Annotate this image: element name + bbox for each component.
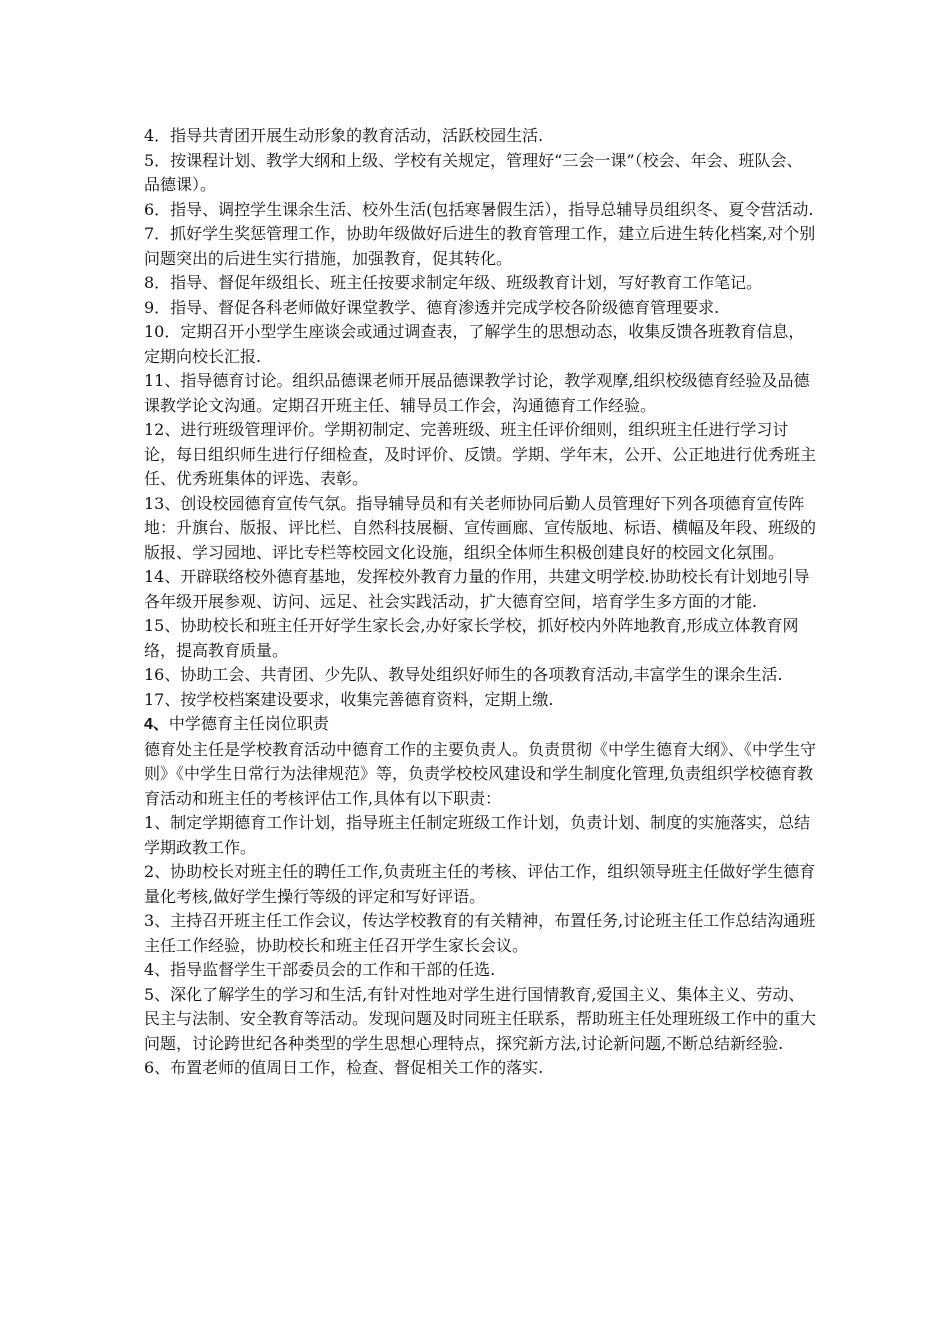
section-intro: 德育处主任是学校教育活动中德育工作的主要负责人。负责贯彻《中学生德育大纲》、《中学生守则》《中学生日常行为法律规范》等，负责学校校风建设和学生制度化管理,负责组织学校德育教育活动和班主任的考核评估工作,具体有以下职责： bbox=[144, 739, 817, 808]
document-page bbox=[144, 124, 816, 1081]
paragraph-item-11: 11、指导德育讨论。组织品德课老师开展品德课教学讨论，教学观摩,组织校级德育经验及品德课教学论文沟通。定期召开班主任、辅导员工作会，沟通德育工作经验。 bbox=[144, 371, 810, 415]
paragraph-item-15: 15、协助校长和班主任开好学生家长会,办好家长学校，抓好校内外阵地教育,形成立体教育网络，提高教育质量。 bbox=[144, 616, 799, 660]
paragraph-item-8: 8．指导、督促年级组长、班主任按要求制定年级、班级教育计划，写好教育工作笔记。 bbox=[144, 273, 763, 292]
duty-item-4: 4、指导监督学生干部委员会的工作和干部的任选. bbox=[144, 960, 496, 979]
paragraph-item-4: 4．指导共青团开展生动形象的教育活动，活跃校园生活. bbox=[144, 126, 544, 145]
duty-item-6: 6、布置老师的值周日工作，检查、督促相关工作的落实. bbox=[144, 1058, 544, 1077]
paragraph-item-6: 6．指导、调控学生课余生活、校外生活(包括寒暑假生活），指导总辅导员组织冬、夏令营活动. bbox=[144, 199, 814, 219]
duty-item-3: 3、主持召开班主任工作会议，传达学校教育的有关精神，布置任务,讨论班主任工作总结沟通班主任工作经验，协助校长和班主任召开学生家长会议。 bbox=[144, 911, 816, 955]
duty-item-2: 2、协助校长对班主任的聘任工作,负责班主任的考核、评估工作，组织领导班主任做好学生德育量化考核,做好学生操行等级的评定和写好评语。 bbox=[144, 862, 816, 906]
paragraph-item-13: 13、创设校园德育宣传气氛。指导辅导员和有关老师协同后勤人员管理好下列各项德育宣传阵地：升旗台、版报、评比栏、自然科技展橱、宣传画廊、宣传版地、标语、横幅及年段、班级的版报、学习园地、评比专栏等校园文化设施，组织全体师生积极创建良好的校园文化氛围。 bbox=[144, 493, 817, 562]
paragraph-item-5: 5．按课程计划、教学大纲和上级、学校有关规定，管理好“三会一课”（校会、年会、班队会、品德课）。 bbox=[144, 150, 803, 194]
paragraph-item-17: 17、按学校档案建设要求，收集完善德育资料，定期上缴. bbox=[144, 689, 554, 709]
section-heading bbox=[144, 712, 816, 738]
duty-item-1: 1、制定学期德育工作计划，指导班主任制定班级工作计划，负责计划、制度的实施落实，总结学期政教工作。 bbox=[144, 813, 811, 857]
section-number: 4、 bbox=[144, 716, 169, 733]
paragraph-item-12: 12、进行班级管理评价。学期初制定、完善班级、班主任评价细则，组织班主任进行学习讨论，每日组织师生进行仔细检查，及时评价、反馈。学期、学年末，公开、公正地进行优秀班主任、优秀班集体的评选、表彰。 bbox=[144, 420, 817, 488]
paragraph-item-16: 16、协助工会、共青团、少先队、教导处组织好师生的各项教育活动,丰富学生的课余生活. bbox=[144, 665, 783, 684]
section-title: 中学德育主任岗位职责 bbox=[168, 714, 329, 733]
paragraph-item-7: 7．抓好学生奖惩管理工作，协助年级做好后进生的教育管理工作，建立后进生转化档案,对个别问题突出的后进生实行措施，加强教育，促其转化。 bbox=[144, 224, 816, 268]
paragraph-item-9: 9．指导、督促各科老师做好课堂教学、德育渗透并完成学校各阶级德育管理要求. bbox=[144, 297, 720, 317]
paragraph-item-10: 10．定期召开小型学生座谈会或通过调查表，了解学生的思想动态，收集反馈各班教育信息，定期向校长汇报. bbox=[144, 322, 805, 366]
paragraph-item-14: 14、开辟联络校外德育基地，发挥校外教育力量的作用，共建文明学校.协助校长有计划地引导各年级开展参观、访问、远足、社会实践活动，扩大德育空间，培育学生多方面的才能. bbox=[144, 567, 810, 611]
duty-item-5: 5、深化了解学生的学习和生活,有针对性地对学生进行国情教育,爱国主义、集体主义、劳动、民主与法制、安全教育等活动。发现问题及时同班主任联系，帮助班主任处理班级工作中的重大问题，讨论跨世纪各种类型的学生思想心理特点，探究新方法,讨论新问题,不断总结新经验. bbox=[144, 984, 817, 1053]
